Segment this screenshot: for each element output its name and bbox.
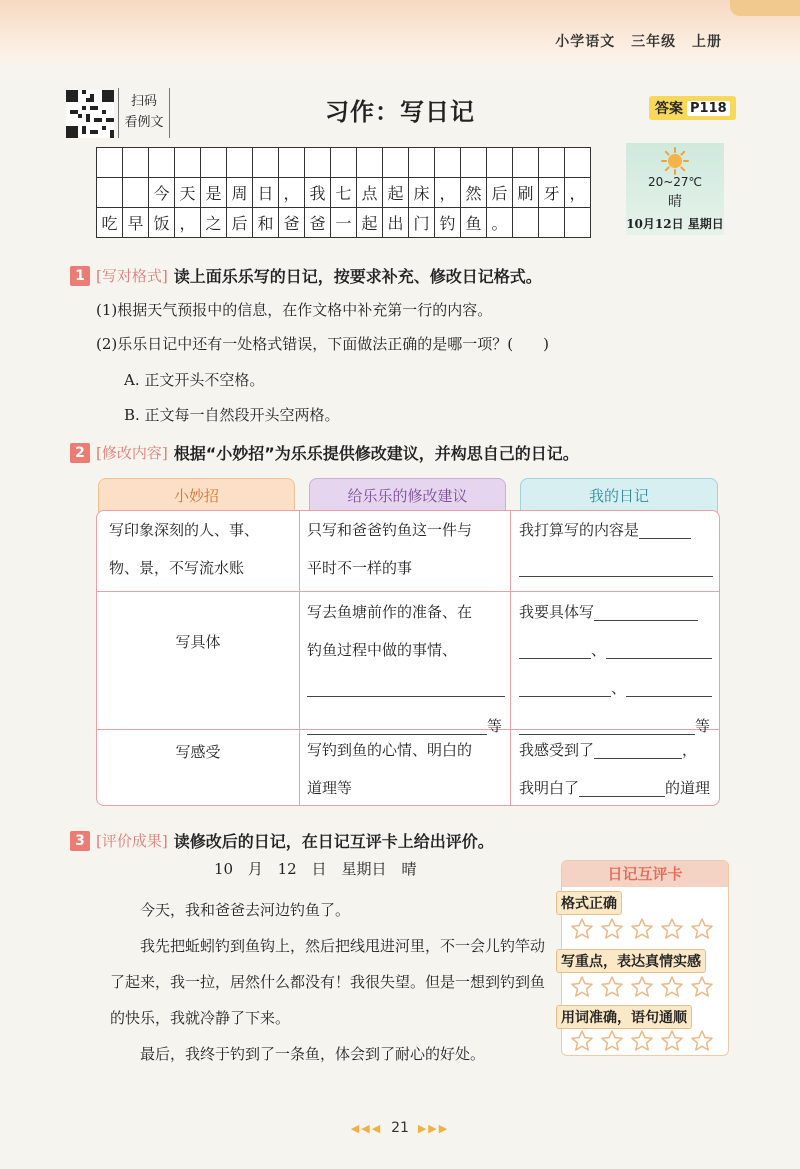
- star-icon[interactable]: [660, 917, 684, 941]
- page-title: 习作：写日记: [325, 98, 475, 126]
- star-icon[interactable]: [630, 975, 654, 999]
- grid-cell[interactable]: [123, 148, 149, 178]
- answer-blank[interactable]: [519, 643, 591, 659]
- prev-arrows-icon: ◀◀◀: [350, 1122, 383, 1135]
- grid-cell: 牙: [539, 178, 565, 208]
- grid-cell: 刷: [513, 178, 539, 208]
- subject: 小学语文: [555, 34, 616, 50]
- grid-cell: 爸: [305, 208, 331, 238]
- star-icon[interactable]: [630, 1029, 654, 1053]
- grid-cell[interactable]: [201, 148, 227, 178]
- answer-blank[interactable]: [594, 743, 682, 759]
- grid-cell[interactable]: [305, 148, 331, 178]
- grid-cell: ，: [175, 208, 201, 238]
- star-icon[interactable]: [690, 1029, 714, 1053]
- question-text: 根据“小妙招”为乐乐提供修改建议，并构思自己的日记。: [173, 444, 579, 463]
- grid-cell: 爸: [279, 208, 305, 238]
- header-suggestions: 给乐乐的修改建议: [309, 478, 506, 514]
- grid-cell: ，: [279, 178, 305, 208]
- question-tag: [评价成果]: [96, 832, 168, 850]
- grid-cell: [513, 208, 539, 238]
- grid-cell: 门: [409, 208, 435, 238]
- grid-cell[interactable]: [253, 148, 279, 178]
- tip-cell-2: 写具体: [175, 633, 221, 651]
- header-my-diary: 我的日记: [520, 478, 718, 514]
- star-rating-focus[interactable]: [570, 975, 714, 999]
- page-number: 21: [391, 1120, 409, 1136]
- question-number: 2: [70, 443, 90, 463]
- scan-example-label: 扫码 看例文: [118, 88, 170, 138]
- star-icon[interactable]: [570, 917, 594, 941]
- grid-cell: [565, 208, 591, 238]
- grid-cell: 床: [409, 178, 435, 208]
- sun-icon: [661, 147, 689, 175]
- peer-review-card: [561, 860, 729, 1056]
- diary-writing-grid: [96, 147, 591, 238]
- diary-date-line: 10 月 12 日 星期日 晴: [214, 860, 417, 878]
- header-tips: 小妙招: [98, 478, 295, 514]
- grid-cell: 和: [253, 208, 279, 238]
- star-icon[interactable]: [660, 1029, 684, 1053]
- suggestion-cell-3: 写钓到鱼的心情、明白的 道理等: [307, 741, 473, 797]
- question-1-heading: [70, 264, 542, 287]
- grid-cell: ，: [565, 178, 591, 208]
- grid-cell[interactable]: [357, 148, 383, 178]
- grid-cell: 饭: [149, 208, 175, 238]
- answer-blank[interactable]: [519, 561, 713, 577]
- grid-cell: [97, 178, 123, 208]
- page-footer: [0, 1120, 800, 1136]
- criterion-format: 格式正确: [556, 891, 622, 915]
- diary-cell-2: 我要具体写 、 、 等: [519, 603, 711, 735]
- diary-paragraph-1: 今天，我和爸爸去河边钓鱼了。: [140, 901, 351, 919]
- grid-cell: 鱼: [461, 208, 487, 238]
- grid-cell[interactable]: [539, 148, 565, 178]
- grid-cell: 后: [487, 178, 513, 208]
- grid-cell: 是: [201, 178, 227, 208]
- tip-cell-1: 写印象深刻的人、事、 物、景，不写流水账: [109, 521, 260, 577]
- diary-paragraph-2: 我先把蚯蚓钓到鱼钩上，然后把线甩进河里，不一会儿钓竿动了起来，我一拉，居然什么都没有！我很失望。但是一想到钓到鱼的快乐，我就冷静了下来。: [110, 937, 546, 1027]
- suggestion-cell-2: 写去鱼塘前作的准备、在 钓鱼过程中做的事情、 等: [307, 593, 505, 745]
- grid-cell: ，: [435, 178, 461, 208]
- criterion-wording: 用词准确，语句通顺: [556, 1005, 692, 1029]
- star-icon[interactable]: [630, 917, 654, 941]
- answer-label: 答案: [655, 101, 683, 117]
- answer-blank[interactable]: [639, 523, 691, 539]
- grid-cell: 起: [357, 208, 383, 238]
- table-body: [96, 510, 720, 806]
- grid-cell: 吃: [97, 208, 123, 238]
- grid-cell[interactable]: [409, 148, 435, 178]
- grid-cell: [123, 178, 149, 208]
- star-rating-wording[interactable]: [570, 1029, 714, 1053]
- grid-cell[interactable]: [97, 148, 123, 178]
- grid-cell: 钓: [435, 208, 461, 238]
- question-2-heading: [70, 441, 579, 464]
- star-icon[interactable]: [690, 917, 714, 941]
- star-icon[interactable]: [660, 975, 684, 999]
- grid-cell[interactable]: [383, 148, 409, 178]
- grid-cell: 起: [383, 178, 409, 208]
- grid-cell: 之: [201, 208, 227, 238]
- grid-cell: 后: [227, 208, 253, 238]
- grid-cell[interactable]: [487, 148, 513, 178]
- diary-cell-3: 我感受到了 ， 我明白了 的道理: [519, 741, 711, 797]
- grid-cell[interactable]: [513, 148, 539, 178]
- grid-row-1: [97, 148, 591, 178]
- grid-cell: 点: [357, 178, 383, 208]
- grid-cell: 天: [175, 178, 201, 208]
- grid-cell[interactable]: [331, 148, 357, 178]
- answer-blank[interactable]: [626, 681, 712, 697]
- suggestion-cell-1: 只写和爸爸钓鱼这一件与 平时不一样的事: [307, 521, 473, 577]
- grid-cell: 今: [149, 178, 175, 208]
- weather-forecast-card: [626, 143, 724, 235]
- grid-cell: 出: [383, 208, 409, 238]
- answer-blank[interactable]: [606, 643, 712, 659]
- answer-page: P118: [687, 101, 730, 116]
- question-text: 读修改后的日记，在日记互评卡上给出评价。: [173, 832, 494, 851]
- diary-cell-1: 我打算写的内容是: [519, 511, 717, 587]
- grid-cell[interactable]: [227, 148, 253, 178]
- grid-cell: 周: [227, 178, 253, 208]
- star-rating-format[interactable]: [570, 917, 714, 941]
- weather-temp: 20~27℃: [647, 175, 703, 189]
- question-tag: [写对格式]: [96, 267, 168, 285]
- answer-blank[interactable]: [594, 605, 698, 621]
- question-text: 读上面乐乐写的日记，按要求补充、修改日记格式。: [173, 267, 542, 286]
- criterion-focus: 写重点，表达真情实感: [556, 949, 706, 973]
- grid-cell: [539, 208, 565, 238]
- grade: 三年级: [631, 34, 677, 50]
- breadcrumb: [555, 31, 722, 51]
- grid-cell[interactable]: [435, 148, 461, 178]
- tip-cell-3: 写感受: [175, 743, 221, 761]
- volume: 上册: [692, 34, 722, 50]
- question-tag: [修改内容]: [96, 444, 168, 462]
- grid-cell[interactable]: [149, 148, 175, 178]
- star-icon[interactable]: [690, 975, 714, 999]
- card-title: 日记互评卡: [562, 861, 728, 887]
- grid-cell[interactable]: [565, 148, 591, 178]
- star-icon[interactable]: [570, 1029, 594, 1053]
- question-3-heading: [70, 829, 494, 852]
- grid-row-3: [97, 208, 591, 238]
- grid-cell: 我: [305, 178, 331, 208]
- star-icon[interactable]: [600, 917, 624, 941]
- grid-cell[interactable]: [279, 148, 305, 178]
- answer-badge[interactable]: [649, 96, 736, 120]
- grid-cell: 。: [487, 208, 513, 238]
- weather-date: 10月12日 星期日: [626, 217, 724, 231]
- grid-row-2: [97, 178, 591, 208]
- next-arrows-icon: ▶▶▶: [417, 1122, 450, 1135]
- diary-paragraph-3: 最后，我终于钓到了一条鱼，体会到了耐心的好处。: [140, 1045, 486, 1063]
- grid-cell[interactable]: [175, 148, 201, 178]
- grid-cell: 七: [331, 178, 357, 208]
- q1-sub2: (2)乐乐日记中还有一处格式错误，下面做法正确的是哪一项？( ): [96, 335, 549, 353]
- star-icon[interactable]: [570, 975, 594, 999]
- question-number: 3: [70, 831, 90, 851]
- corner-tab: [730, 0, 800, 16]
- revision-table: [96, 478, 724, 808]
- answer-blank[interactable]: [579, 781, 665, 797]
- q1-option-b[interactable]: B. 正文每一自然段开头空两格。: [124, 406, 340, 424]
- q1-sub1: (1)根据天气预报中的信息，在作文格中补充第一行的内容。: [96, 301, 493, 319]
- grid-cell[interactable]: [461, 148, 487, 178]
- star-icon[interactable]: [600, 975, 624, 999]
- question-number: 1: [70, 266, 90, 286]
- weather-condition: 晴: [668, 194, 682, 210]
- grid-cell: 一: [331, 208, 357, 238]
- q1-option-a[interactable]: A. 正文开头不空格。: [124, 371, 265, 389]
- grid-cell: 早: [123, 208, 149, 238]
- answer-blank[interactable]: [519, 681, 611, 697]
- answer-blank[interactable]: [307, 681, 505, 697]
- star-icon[interactable]: [600, 1029, 624, 1053]
- grid-cell: 日: [253, 178, 279, 208]
- grid-cell: 然: [461, 178, 487, 208]
